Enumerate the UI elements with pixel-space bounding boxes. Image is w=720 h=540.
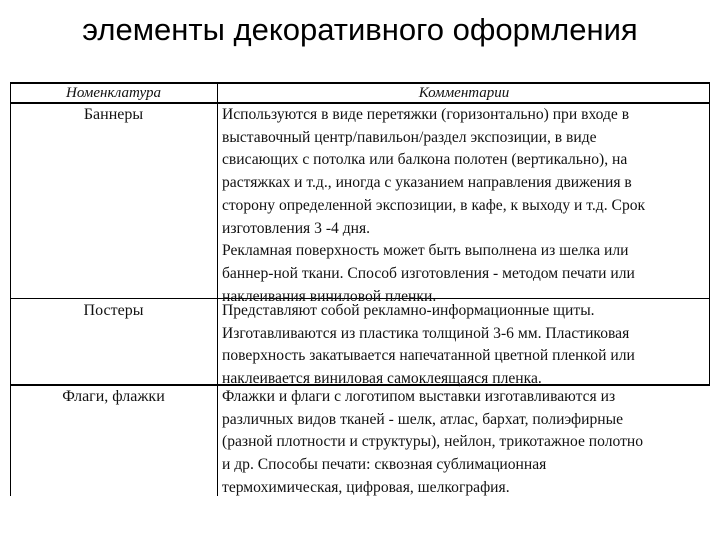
column-divider [217,84,218,496]
row-comment [222,300,708,391]
comment-line: термохимическая, цифровая, шелкография. [222,478,510,496]
row-name: Постеры [83,302,144,319]
comment-line: различных видов тканей - шелк, атлас, бархат, полиэфирные [222,410,624,428]
comment-line: изготовления 3 -4 дня. [222,219,371,237]
header-comments: Комментарии [418,85,510,101]
row-comment [222,104,708,308]
row-comment [222,386,708,500]
comment-line: наклеивается виниловая самоклеящаяся пленка. [222,370,542,388]
comment-line: Представляют собой рекламно-информационные щиты. [222,302,595,319]
comment-line: баннер-ной ткани. Способ изготовления - методом печати или [222,264,635,282]
comment-line: наклеивания виниловой пленки. [222,287,437,305]
comment-line: выставочный центр/павильон/раздел экспозиции, в виде [222,128,597,146]
comment-line: свисающих с потолка или балкона полотен (вертикально), на [222,151,628,169]
comment-line: поверхность закатывается напечатанной цветной пленкой или [222,347,635,365]
comment-line: Изготавливаются из пластика толщиной 3-6 мм. Пластиковая [222,324,630,342]
comment-line: Используются в виде перетяжки (горизонтально) при входе в [222,106,630,123]
comment-line: растяжках и т.д., иногда с указанием направления движения в [222,174,632,192]
comment-line: сторону определенной экспозиции, в кафе, к выходу и т.д. Срок [222,196,646,214]
page-title: элементы декоративного оформления [82,12,638,47]
comment-line: (разной плотности и структуры), нейлон, трикотажное полотно [222,433,644,451]
header-nomenclature: Номенклатура [66,85,161,101]
row-name: Баннеры [83,106,144,123]
comment-line: и др. Способы печати: сквозная сублимационная [222,456,547,474]
decor-elements-table [10,82,710,496]
table-border-left [10,84,11,496]
comment-line: Рекламная поверхность может быть выполнена из шелка или [222,242,629,260]
row-name: Флаги, флажки [62,388,165,405]
comment-line: Флажки и флаги с логотипом выставки изготавливаются из [222,388,616,405]
table-border-right [709,84,710,385]
